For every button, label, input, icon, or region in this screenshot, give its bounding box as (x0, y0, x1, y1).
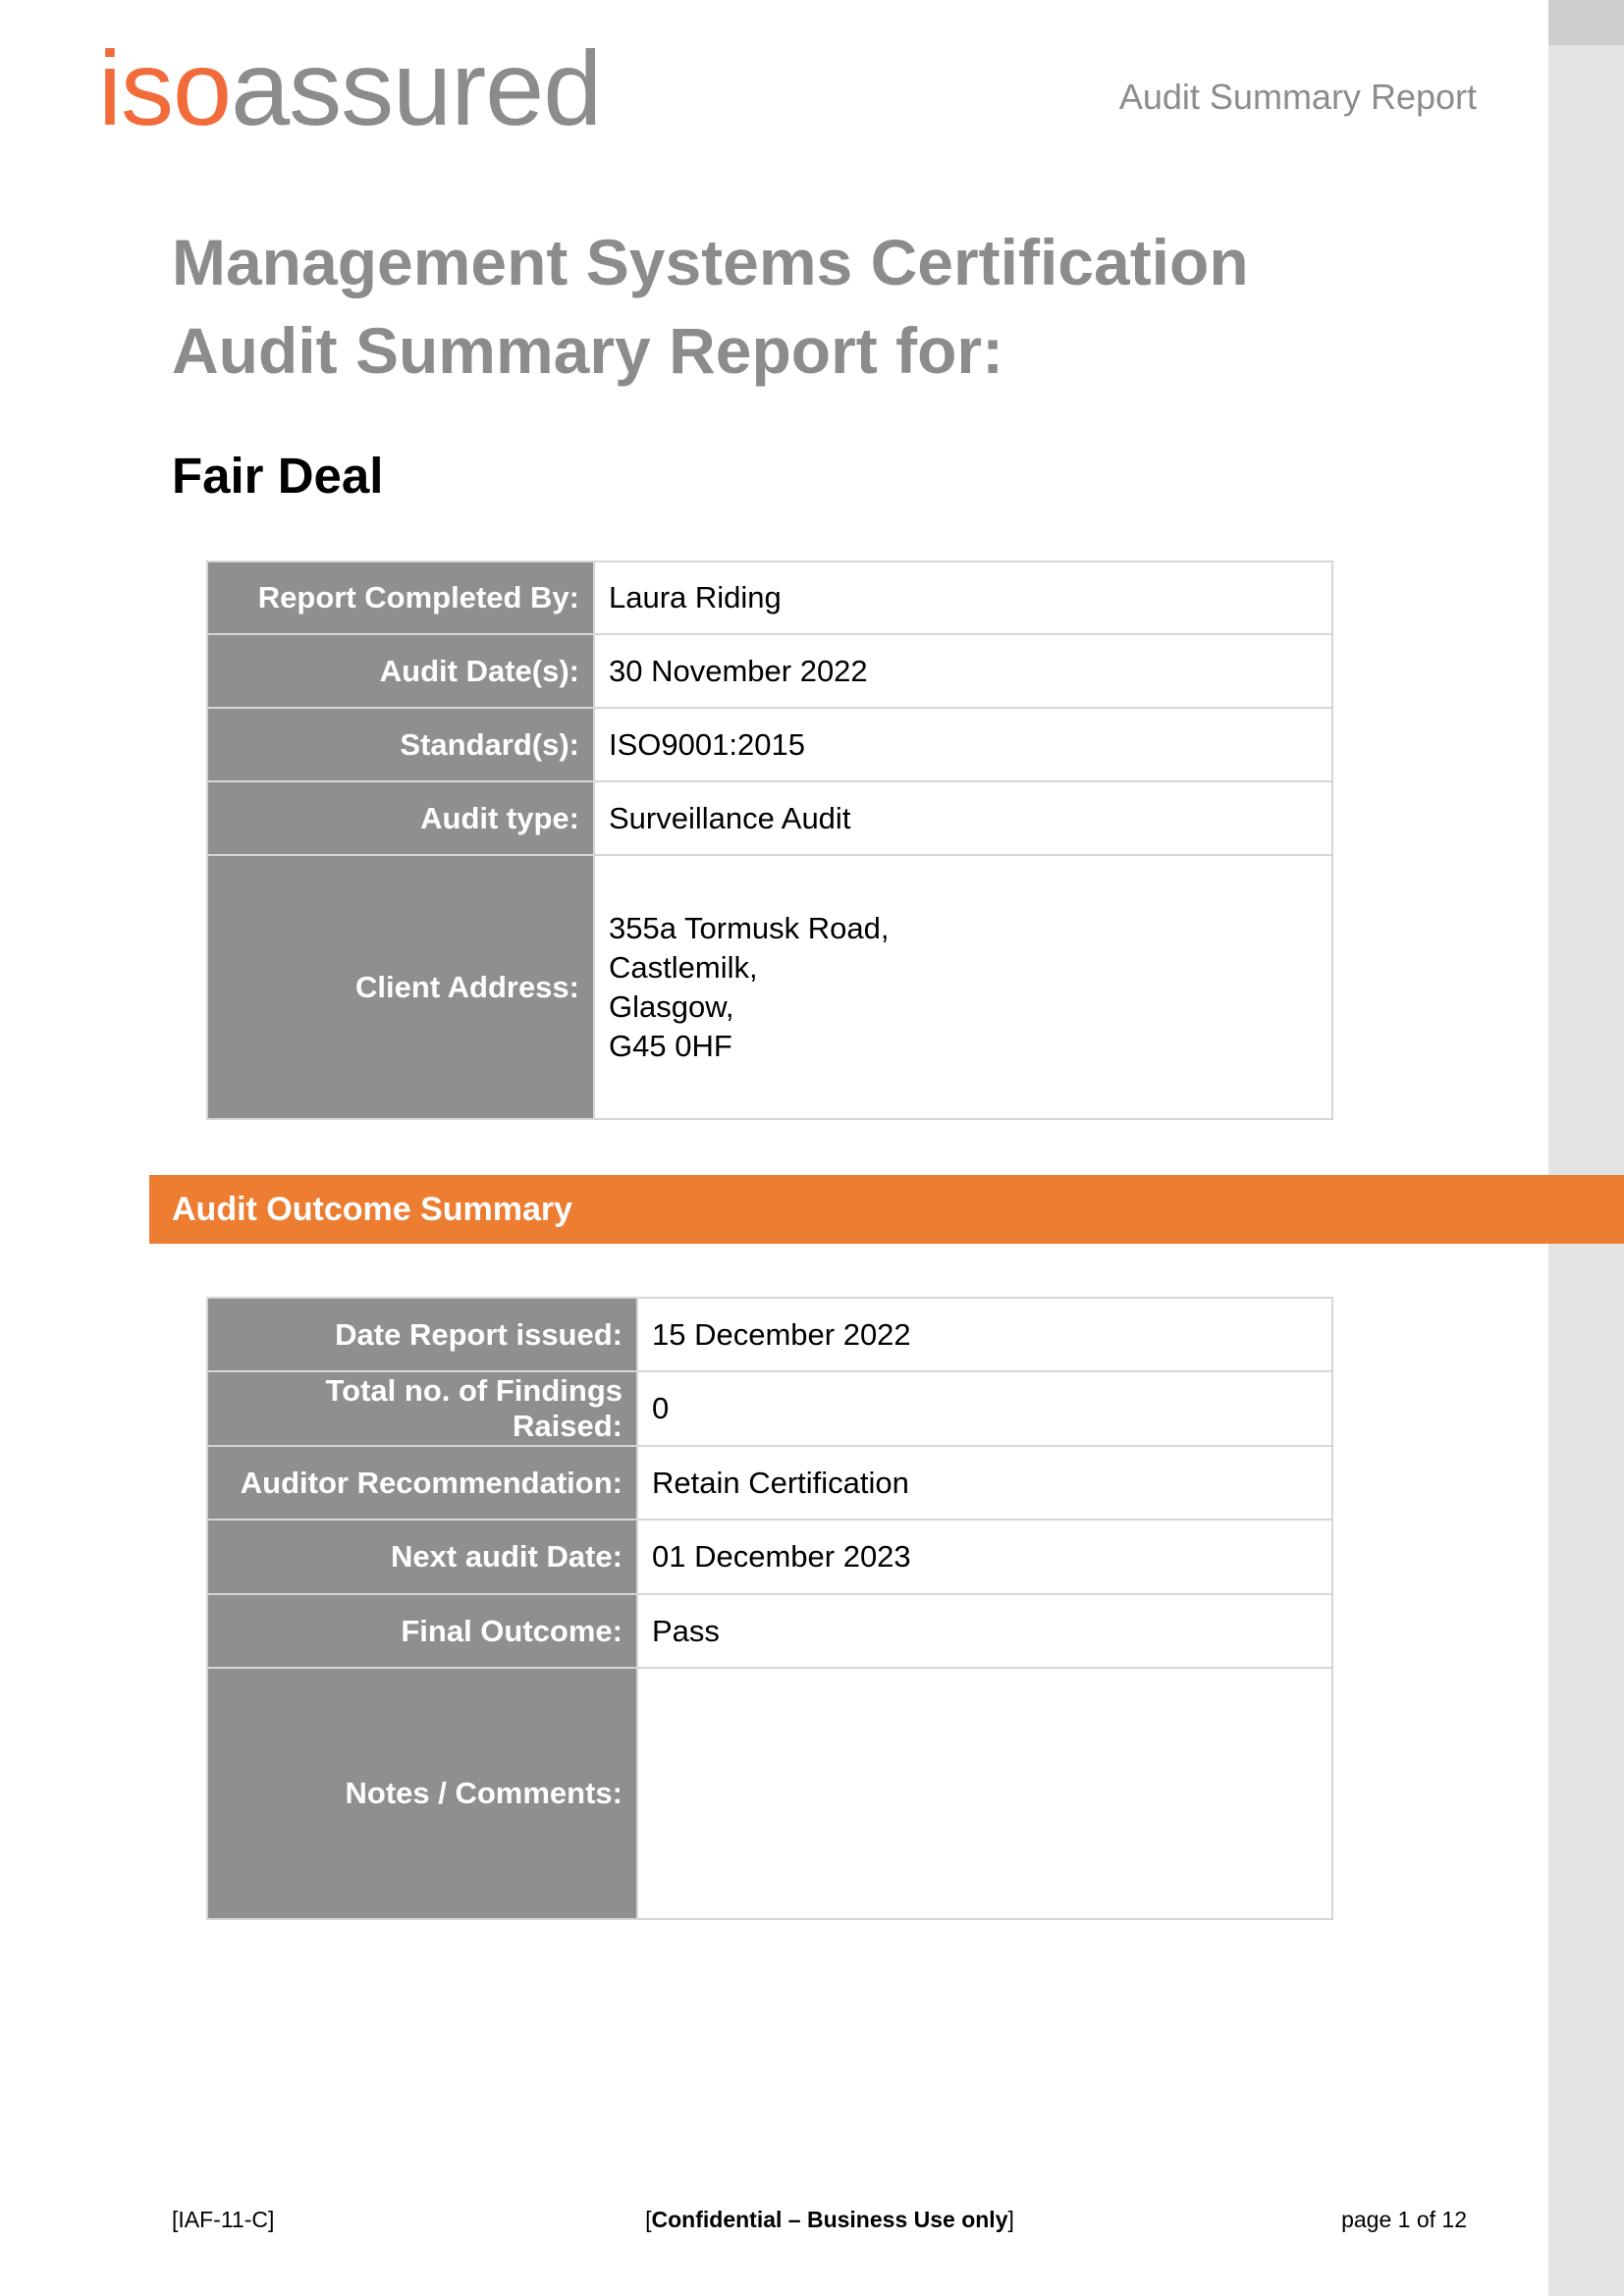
audit-type-label: Audit type: (207, 781, 594, 855)
logo-iso: iso (98, 28, 232, 147)
header-title: Audit Summary Report (1118, 77, 1477, 117)
client-address-label: Client Address: (207, 855, 594, 1119)
next-audit-date-value: 01 December 2023 (637, 1520, 1332, 1594)
audit-dates-label: Audit Date(s): (207, 634, 594, 708)
audit-type-value: Surveillance Audit (594, 781, 1332, 855)
final-outcome-value: Pass (637, 1594, 1332, 1668)
auditor-recommendation-label: Auditor Recommendation: (207, 1446, 637, 1520)
footer-confidential-text: Confidential – Business Use only (651, 2207, 1008, 2232)
notes-comments-label: Notes / Comments: (207, 1668, 637, 1919)
report-completed-by-label: Report Completed By: (207, 561, 594, 634)
next-audit-date-label: Next audit Date: (207, 1520, 637, 1594)
auditor-recommendation-value: Retain Certification (637, 1446, 1332, 1520)
page-title-line-2: Audit Summary Report for: (172, 314, 1004, 387)
report-completed-by-value: Laura Riding (594, 561, 1332, 634)
audit-dates-value: 30 November 2022 (594, 634, 1332, 708)
address-line-1: 355a Tormusk Road, (609, 910, 890, 945)
table-row (207, 561, 1332, 634)
page-title (172, 218, 1249, 395)
scroll-thumb (1548, 0, 1624, 45)
date-report-issued-value: 15 December 2022 (637, 1298, 1332, 1371)
address-line-4: G45 0HF (609, 1028, 732, 1063)
audit-outcome-summary-header: Audit Outcome Summary (149, 1175, 1624, 1244)
notes-comments-value (637, 1668, 1332, 1919)
table-row (207, 855, 1332, 1119)
address-line-2: Castlemilk, (609, 949, 758, 985)
client-address-value (594, 855, 1332, 1119)
footer-page-number: page 1 of 12 (1341, 2207, 1467, 2232)
table-row (207, 1520, 1332, 1594)
findings-raised-value: 0 (637, 1371, 1332, 1446)
footer-bracket-open: [ (645, 2207, 652, 2232)
table-row (207, 1371, 1332, 1446)
audit-outcome-table (206, 1297, 1333, 1920)
standards-value: ISO9001:2015 (594, 708, 1332, 781)
report-info-table (206, 561, 1333, 1120)
logo-assured: assured (231, 28, 602, 147)
client-name: Fair Deal (172, 448, 384, 504)
table-row (207, 1446, 1332, 1520)
footer-doc-code: [IAF-11-C] (172, 2207, 275, 2232)
standards-label: Standard(s): (207, 708, 594, 781)
table-row (207, 634, 1332, 708)
address-line-3: Glasgow, (609, 988, 734, 1024)
table-row (207, 708, 1332, 781)
table-row (207, 1668, 1332, 1919)
company-logo (98, 29, 601, 147)
findings-raised-label: Total no. of Findings Raised: (207, 1371, 637, 1446)
date-report-issued-label: Date Report issued: (207, 1298, 637, 1371)
table-row (207, 781, 1332, 855)
footer-bracket-close: ] (1007, 2207, 1014, 2232)
table-row (207, 1298, 1332, 1371)
page-title-line-1: Management Systems Certification (172, 226, 1249, 298)
table-row (207, 1594, 1332, 1668)
final-outcome-label: Final Outcome: (207, 1594, 637, 1668)
side-scroll-strip (1548, 0, 1624, 2296)
